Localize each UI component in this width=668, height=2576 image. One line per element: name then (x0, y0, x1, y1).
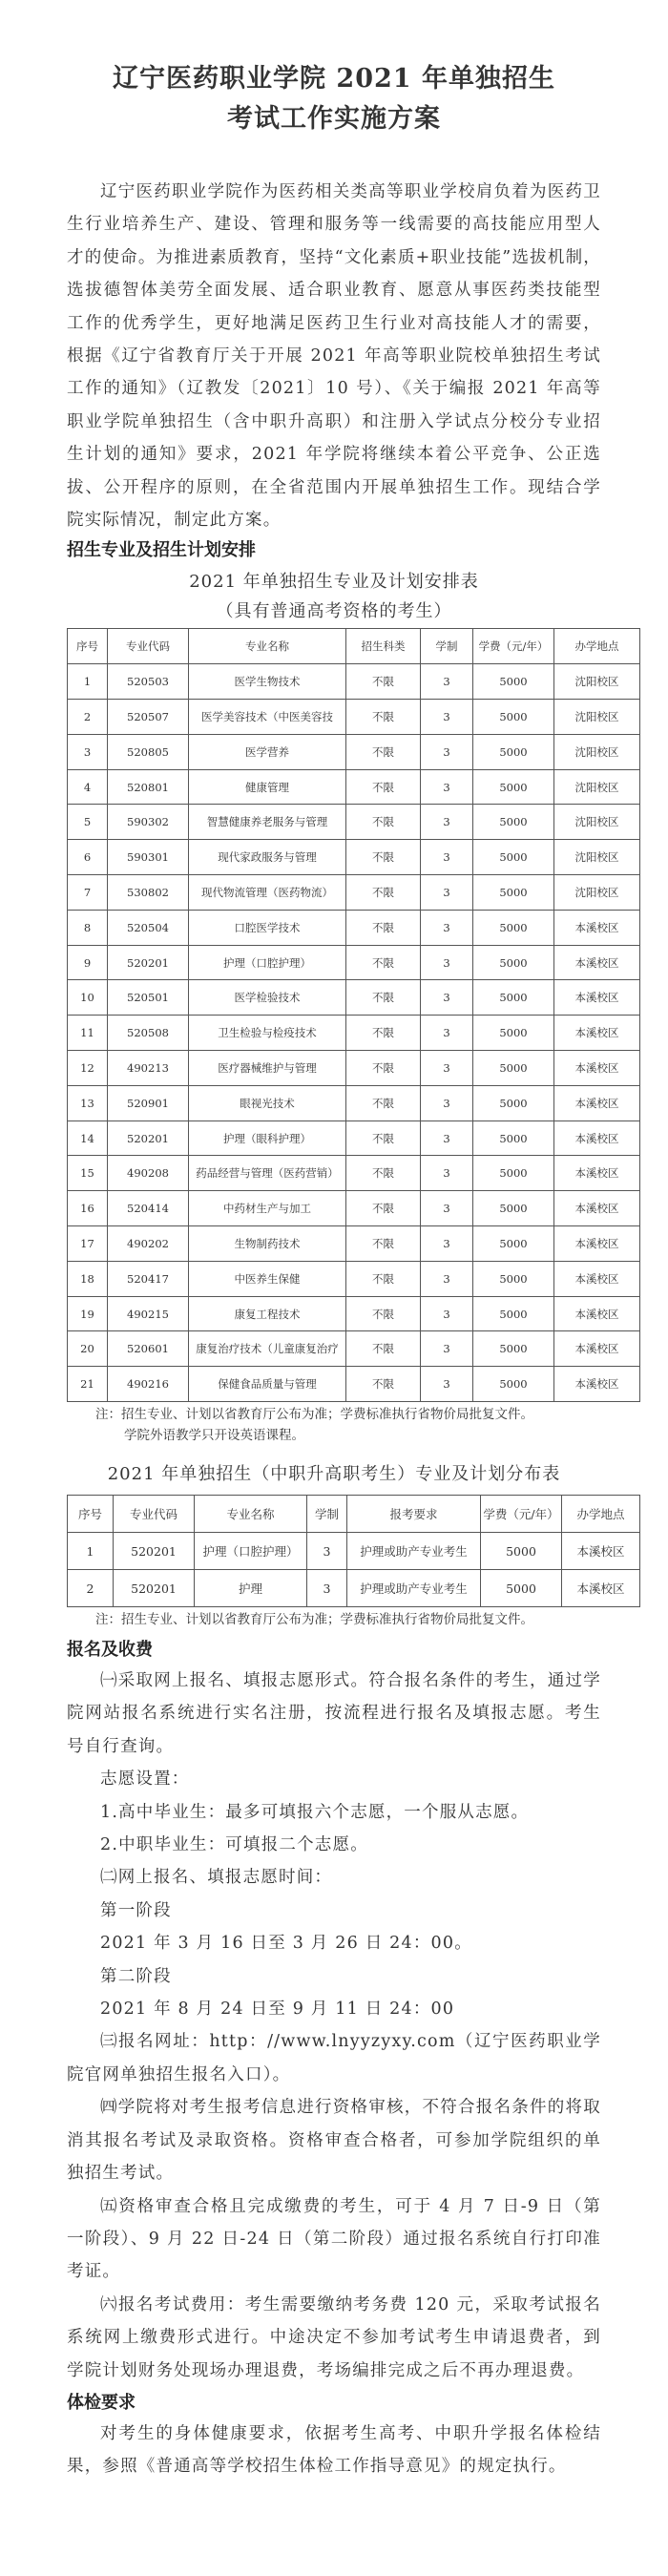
table1-subtitle: （具有普通高考资格的考生） (216, 601, 452, 622)
table-row (68, 1226, 640, 1262)
table-cell: 不限 (346, 1367, 421, 1402)
table-row (68, 700, 640, 735)
header-cell: 序号 (68, 629, 108, 664)
table-cell: 520201 (108, 1120, 189, 1156)
intro-paragraph: 辽宁医药职业学院作为医药相关类高等职业学校肩负着为医药卫生行业培养生产、建设、管理和服务等一线需要的高技能应用型人才的使命。为推进素质教育，坚持“文化素质+职业技能”选拔机制，选拔德智体美劳全面发展、适合职业教育、愿意从事医药类技能型工作的优秀学生，更好地满足医药卫生行业对高技能人才的需要，根据《辽宁省教育厅关于开展 2021 年高等职业院校单独招生考试工作的通知》（辽教发〔2021〕10 号）、《关于编报 2021 年高等职业学院单独招生（含中职升高职）和注册入学试点分校分专业招生计划的通知》要求，2021 年学院将继续本着公平竞争、公正选拔、公开程序的原则，在全省范围内开展单独招生工作。现结合学院实际情况，制定此方案。 (67, 182, 601, 531)
table-cell: 3 (421, 910, 473, 945)
table-cell: 3 (421, 1051, 473, 1086)
table-cell: 5000 (473, 840, 554, 875)
table-cell: 不限 (346, 700, 421, 735)
table-cell: 不限 (346, 840, 421, 875)
table-cell: 沈阳校区 (554, 875, 640, 911)
table-cell: 5000 (473, 1331, 554, 1367)
table-cell: 3 (421, 1226, 473, 1262)
table-cell: 1 (68, 1533, 114, 1570)
table-cell: 3 (421, 1085, 473, 1120)
table-cell: 本溪校区 (554, 1331, 640, 1367)
table-cell: 健康管理 (189, 769, 346, 805)
table-cell: 10 (68, 980, 108, 1016)
table-cell: 不限 (346, 1051, 421, 1086)
volunteer-settings-label: 志愿设置： (100, 1770, 190, 1790)
registration-time-label: ㈡网上报名、填报志愿时间： (100, 1868, 333, 1888)
table-cell: 3 (421, 1120, 473, 1156)
table-cell: 医疗器械维护与管理 (189, 1051, 346, 1086)
table-cell: 保健食品质量与管理 (189, 1367, 346, 1402)
table-cell: 3 (421, 945, 473, 980)
table-cell: 不限 (346, 1120, 421, 1156)
table-cell: 12 (68, 1051, 108, 1086)
table-row (68, 769, 640, 805)
table-cell: 5000 (473, 1016, 554, 1051)
table-cell: 沈阳校区 (554, 805, 640, 840)
table-cell: 590302 (108, 805, 189, 840)
table-cell: 520504 (108, 910, 189, 945)
table-cell: 护理或助产专业考生 (347, 1533, 481, 1570)
header-cell: 专业名称 (195, 1496, 307, 1533)
table-cell: 本溪校区 (562, 1533, 640, 1570)
table-cell: 护理或助产专业考生 (347, 1570, 481, 1607)
header-cell: 学制 (307, 1496, 347, 1533)
table-cell: 5000 (481, 1533, 562, 1570)
table1-title: 2021 年单独招生专业及计划安排表 (189, 572, 479, 593)
table-cell: 眼视光技术 (189, 1085, 346, 1120)
table-cell: 5000 (473, 769, 554, 805)
plan-table-header (68, 629, 640, 664)
table-cell: 5000 (473, 875, 554, 911)
table-cell: 医学美容技术（中医美容技 (189, 700, 346, 735)
table-cell: 本溪校区 (554, 945, 640, 980)
header-cell: 学费（元/年） (473, 629, 554, 664)
table-cell: 530802 (108, 875, 189, 911)
table-cell: 520503 (108, 664, 189, 700)
table-cell: 沈阳校区 (554, 734, 640, 769)
section-heading-medical: 体检要求 (67, 2392, 136, 2413)
table-cell: 590301 (108, 840, 189, 875)
qualification-review-paragraph: ㈣学院将对考生报考信息进行资格审核，不符合报名条件的将取消其报名考试及录取资格。资格审查合格者，可参加学院组织的单独招生考试。 (67, 2098, 601, 2184)
table-cell: 520901 (108, 1085, 189, 1120)
table-cell: 不限 (346, 1226, 421, 1262)
document-title (67, 59, 601, 139)
table-cell: 智慧健康养老服务与管理 (189, 805, 346, 840)
header-cell: 学制 (421, 629, 473, 664)
table-cell: 3 (421, 769, 473, 805)
table-cell: 5000 (473, 1156, 554, 1191)
table-cell: 不限 (346, 734, 421, 769)
table-row (68, 1191, 640, 1226)
table-cell: 490202 (108, 1226, 189, 1262)
table-cell: 520805 (108, 734, 189, 769)
header-cell: 招生科类 (346, 629, 421, 664)
table-cell: 医学生物技术 (189, 664, 346, 700)
table-cell: 康复工程技术 (189, 1296, 346, 1331)
header-cell: 序号 (68, 1496, 114, 1533)
table-cell: 5000 (473, 734, 554, 769)
table-row (68, 840, 640, 875)
table-cell: 本溪校区 (554, 1016, 640, 1051)
table-cell: 5000 (473, 1296, 554, 1331)
table-row (68, 1120, 640, 1156)
table1-note-2: 学院外语教学只开设英语课程。 (124, 1428, 304, 1443)
table-cell: 本溪校区 (554, 1051, 640, 1086)
table-cell: 沈阳校区 (554, 769, 640, 805)
table-row (68, 1331, 640, 1367)
table-cell: 不限 (346, 1085, 421, 1120)
table-cell: 5000 (473, 1226, 554, 1262)
table-cell: 不限 (346, 1331, 421, 1367)
table-cell: 本溪校区 (554, 910, 640, 945)
table-cell: 3 (307, 1570, 347, 1607)
table-cell: 5 (68, 805, 108, 840)
table-cell: 5000 (473, 1367, 554, 1402)
table-cell: 6 (68, 840, 108, 875)
table-cell: 本溪校区 (562, 1570, 640, 1607)
table-cell: 3 (421, 1191, 473, 1226)
table-cell: 3 (421, 840, 473, 875)
table-cell: 口腔医学技术 (189, 910, 346, 945)
table-cell: 不限 (346, 805, 421, 840)
table-cell: 8 (68, 910, 108, 945)
table-cell: 2 (68, 700, 108, 735)
table-cell: 11 (68, 1016, 108, 1051)
table-row (68, 734, 640, 769)
table-cell: 3 (421, 1261, 473, 1296)
vocational-table-header (68, 1496, 640, 1533)
plan-table (67, 628, 640, 1402)
header-cell: 办学地点 (562, 1496, 640, 1533)
table-row (68, 805, 640, 840)
registration-paragraph-1: ㈠采取网上报名、填报志愿形式。符合报名条件的考生，通过学院网站报名系统进行实名注册，按流程进行报名及填报志愿。考生号自行查询。 (67, 1671, 601, 1756)
header-cell: 学费（元/年） (481, 1496, 562, 1533)
table-row (68, 1296, 640, 1331)
table-row (68, 945, 640, 980)
table-cell: 5000 (473, 910, 554, 945)
table-cell: 不限 (346, 1296, 421, 1331)
table-cell: 3 (421, 664, 473, 700)
table-cell: 520201 (114, 1533, 195, 1570)
header-cell: 专业名称 (189, 629, 346, 664)
table-cell: 20 (68, 1331, 108, 1367)
table-cell: 13 (68, 1085, 108, 1120)
table-cell: 5000 (473, 700, 554, 735)
table-cell: 现代家政服务与管理 (189, 840, 346, 875)
table1-note: 注：招生专业、计划以省教育厅公布为准；学费标准执行省物价局批复文件。 (95, 1407, 533, 1422)
table-cell: 5000 (473, 664, 554, 700)
table-cell: 医学营养 (189, 734, 346, 769)
table-cell: 康复治疗技术（儿童康复治疗 (189, 1331, 346, 1367)
table-cell: 护理（眼科护理） (189, 1120, 346, 1156)
phase-2-dates: 2021 年 8 月 24 日至 9 月 11 日 24：00 (100, 2000, 455, 2020)
table-cell: 3 (421, 1367, 473, 1402)
table-cell: 3 (421, 1156, 473, 1191)
table-cell: 本溪校区 (554, 1120, 640, 1156)
fee-paragraph: ㈥报名考试费用：考生需要缴纳考务费 120 元，采取考试报名系统网上缴费形式进行。中途决定不参加考试考生申请退费者，到学院计划财务处现场办理退费，考场编排完成之后不再办理退费。 (67, 2294, 601, 2380)
table-cell: 不限 (346, 769, 421, 805)
section-heading-plan: 招生专业及招生计划安排 (67, 540, 256, 561)
header-cell: 专业代码 (108, 629, 189, 664)
table-cell: 3 (421, 700, 473, 735)
table-cell: 520414 (108, 1191, 189, 1226)
admission-ticket-paragraph: ㈤资格审查合格且完成缴费的考生，可于 4 月 7 日-9 日（第一阶段）、9 月 22 日-24 日（第二阶段）通过报名系统自行打印准考证。 (67, 2196, 601, 2282)
table-cell: 520501 (108, 980, 189, 1016)
table-cell: 本溪校区 (554, 1296, 640, 1331)
table-row (68, 1261, 640, 1296)
table-cell: 3 (421, 980, 473, 1016)
table-cell: 本溪校区 (554, 1226, 640, 1262)
table-cell: 3 (68, 734, 108, 769)
table-cell: 护理 (195, 1570, 307, 1607)
table-cell: 不限 (346, 1191, 421, 1226)
table-cell: 520601 (108, 1331, 189, 1367)
table-cell: 520201 (114, 1570, 195, 1607)
table-cell: 490213 (108, 1051, 189, 1086)
table-cell: 本溪校区 (554, 1367, 640, 1402)
table-cell: 医学检验技术 (189, 980, 346, 1016)
vocational-plan-table (67, 1495, 640, 1607)
table-row (68, 1533, 640, 1570)
table-cell: 3 (421, 1331, 473, 1367)
phase-1-dates: 2021 年 3 月 16 日至 3 月 26 日 24：00。 (100, 1934, 472, 1954)
volunteer-setting-vocational: 2.中职毕业生：可填报二个志愿。 (100, 1835, 368, 1855)
table-cell: 3 (421, 875, 473, 911)
table-cell: 中药材生产与加工 (189, 1191, 346, 1226)
table-cell: 5000 (473, 1120, 554, 1156)
table-row (68, 1367, 640, 1402)
table-cell: 5000 (481, 1570, 562, 1607)
table-cell: 19 (68, 1296, 108, 1331)
table-cell: 本溪校区 (554, 980, 640, 1016)
phase-1-label: 第一阶段 (100, 1900, 172, 1920)
table-row (68, 1085, 640, 1120)
table-cell: 不限 (346, 945, 421, 980)
medical-paragraph: 对考生的身体健康要求，依据考生高考、中职升学报名体检结果，参照《普通高等学校招生体检工作指导意见》的规定执行。 (67, 2423, 601, 2477)
table-cell: 5000 (473, 1085, 554, 1120)
volunteer-setting-highschool: 1.高中毕业生：最多可填报六个志愿，一个服从志愿。 (100, 1802, 530, 1822)
table-cell: 2 (68, 1570, 114, 1607)
table-cell: 药品经营与管理（医药营销） (189, 1156, 346, 1191)
header-cell: 报考要求 (347, 1496, 481, 1533)
table-cell: 卫生检验与检疫技术 (189, 1016, 346, 1051)
table-cell: 520201 (108, 945, 189, 980)
table-row (68, 1051, 640, 1086)
table-row (68, 980, 640, 1016)
table-cell: 9 (68, 945, 108, 980)
table-cell: 21 (68, 1367, 108, 1402)
table-cell: 15 (68, 1156, 108, 1191)
table-cell: 490215 (108, 1296, 189, 1331)
table-cell: 520417 (108, 1261, 189, 1296)
table-cell: 3 (421, 1296, 473, 1331)
table-cell: 3 (421, 1016, 473, 1051)
table-row (68, 1570, 640, 1607)
table-cell: 本溪校区 (554, 1261, 640, 1296)
table-cell: 520507 (108, 700, 189, 735)
table-cell: 520508 (108, 1016, 189, 1051)
table-cell: 3 (307, 1533, 347, 1570)
table-row (68, 875, 640, 911)
header-cell: 专业代码 (114, 1496, 195, 1533)
table-cell: 5000 (473, 805, 554, 840)
table-cell: 5000 (473, 980, 554, 1016)
registration-url-paragraph: ㈢报名网址：http：//www.lnyyzyxy.com（辽宁医药职业学院官网单独招生报名入口）。 (67, 2032, 601, 2084)
table-cell: 520801 (108, 769, 189, 805)
table-cell: 不限 (346, 1016, 421, 1051)
table-cell: 生物制药技术 (189, 1226, 346, 1262)
table-cell: 不限 (346, 1261, 421, 1296)
table-cell: 本溪校区 (554, 1156, 640, 1191)
table-cell: 不限 (346, 664, 421, 700)
table-cell: 沈阳校区 (554, 700, 640, 735)
table-cell: 现代物流管理（医药物流） (189, 875, 346, 911)
table-cell: 不限 (346, 910, 421, 945)
table-cell: 本溪校区 (554, 1191, 640, 1226)
table-row (68, 664, 640, 700)
table-cell: 1 (68, 664, 108, 700)
table-cell: 4 (68, 769, 108, 805)
table-cell: 5000 (473, 945, 554, 980)
section-heading-registration: 报名及收费 (67, 1640, 153, 1660)
table-cell: 不限 (346, 875, 421, 911)
table-cell: 5000 (473, 1261, 554, 1296)
table-cell: 本溪校区 (554, 1085, 640, 1120)
table-cell: 不限 (346, 1156, 421, 1191)
table-cell: 14 (68, 1120, 108, 1156)
table-cell: 490208 (108, 1156, 189, 1191)
table-cell: 护理（口腔护理） (189, 945, 346, 980)
table-cell: 3 (421, 734, 473, 769)
table-cell: 不限 (346, 980, 421, 1016)
table2-title: 2021 年单独招生（中职升高职考生）专业及计划分布表 (107, 1464, 561, 1484)
table-cell: 16 (68, 1191, 108, 1226)
table-cell: 5000 (473, 1051, 554, 1086)
table-row (68, 1016, 640, 1051)
table-cell: 17 (68, 1226, 108, 1262)
table-cell: 490216 (108, 1367, 189, 1402)
table2-note: 注：招生专业、计划以省教育厅公布为准；学费标准执行省物价局批复文件。 (95, 1612, 533, 1627)
title-line-2: 考试工作实施方案 (227, 104, 441, 134)
table-cell: 护理（口腔护理） (195, 1533, 307, 1570)
phase-2-label: 第二阶段 (100, 1966, 172, 1986)
table-cell: 18 (68, 1261, 108, 1296)
table-cell: 7 (68, 875, 108, 911)
table-cell: 3 (421, 805, 473, 840)
header-cell: 办学地点 (554, 629, 640, 664)
table-row (68, 910, 640, 945)
table-row (68, 1156, 640, 1191)
table-cell: 沈阳校区 (554, 664, 640, 700)
table-cell: 5000 (473, 1191, 554, 1226)
table-cell: 中医养生保健 (189, 1261, 346, 1296)
table-cell: 沈阳校区 (554, 840, 640, 875)
title-line-1: 辽宁医药职业学院 2021 年单独招生 (113, 64, 555, 94)
